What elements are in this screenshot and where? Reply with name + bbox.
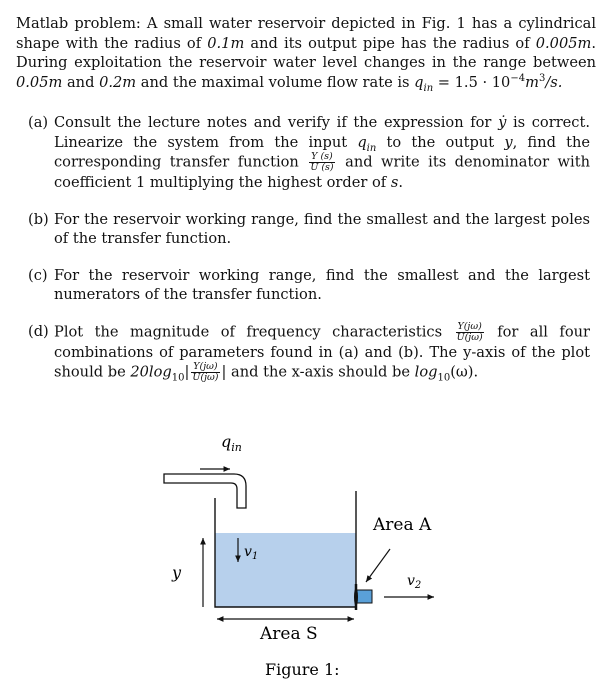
task-a-body (54, 113, 590, 193)
tf-denominator: U (s) (310, 162, 334, 173)
log2-text: log (414, 363, 438, 381)
task-a (28, 113, 590, 193)
tank-radius: 0.1m (207, 34, 245, 52)
intro-text-5: and the maximal volume flow rate is (136, 73, 415, 91)
task-d-text-3: and the x-axis should be (226, 363, 415, 381)
log-base: 10 (171, 372, 185, 384)
log2-arg: (ω) (450, 363, 474, 381)
task-d (28, 322, 590, 384)
task-b-body: For the reservoir working range, find the smallest and the largest poles of the transfer function. (54, 210, 590, 247)
task-b (28, 210, 590, 249)
reservoir-figure (0, 410, 614, 684)
level-min: 0.05m (16, 73, 63, 91)
area-a-label: Area A (373, 515, 432, 535)
flow-exponent: −4 (510, 72, 526, 84)
area-a-pointer (366, 549, 390, 582)
task-c (28, 266, 590, 305)
task-list (28, 113, 590, 400)
tf-numerator: Y (s) (311, 151, 333, 162)
intro-text-3: . During exploitation the reservoir water level changes in the range between (16, 34, 596, 71)
task-d-text-1: Plot the magnitude of frequency characteristics (54, 323, 454, 340)
qin-figure-label: $q_{in}$ (221, 432, 242, 454)
freq2-numerator: Y(jω) (193, 361, 218, 372)
ydot-symbol: ẏ (498, 114, 507, 131)
area-s-label: Area S (260, 624, 318, 644)
task-a-text-1: Consult the lecture notes and verify if the expression for (54, 114, 499, 131)
freq-denominator: U(jω) (456, 331, 483, 343)
task-a-text-3: to the output (376, 133, 505, 151)
task-d-text-4: . (473, 363, 479, 381)
task-d-label: (d) (28, 322, 49, 340)
freq-fraction (456, 322, 484, 343)
flow-value: = 1.5 · 10 (433, 73, 511, 91)
freq-numerator: Y(jω) (457, 320, 482, 332)
abs-bar-left: | (184, 363, 190, 381)
abs-bar-right: | (221, 363, 227, 381)
qin-sub: in (366, 142, 377, 154)
task-b-label: (b) (28, 210, 49, 228)
y-symbol: y (504, 133, 513, 151)
s-symbol: s (390, 174, 399, 191)
pipe-radius: 0.005m (535, 34, 592, 52)
log-prefix: 20log (130, 363, 172, 381)
level-max: 0.2m (99, 73, 137, 91)
v1-label: $v_1$ (244, 544, 259, 562)
problem-intro (16, 14, 596, 92)
intro-text-2: and its output pipe has the radius of (244, 34, 536, 52)
task-d-body (54, 322, 590, 384)
flow-unit-tail: /s. (545, 73, 563, 91)
log2-base: 10 (437, 372, 451, 384)
transfer-function-fraction (309, 152, 334, 173)
y-figure-label: y (172, 563, 182, 582)
task-a-label: (a) (28, 114, 49, 131)
freq-fraction-2 (191, 362, 219, 383)
intro-text-4: and (62, 73, 100, 91)
flow-unit-exponent: 3 (538, 72, 546, 84)
task-c-label: (c) (28, 266, 48, 284)
v2-label: $v_2$ (407, 573, 422, 591)
task-c-body: For the reservoir working range, find the smallest and the largest numerators of the transfer function. (54, 266, 590, 303)
flow-symbol-sub: in (423, 82, 434, 94)
task-a-text-5: and write its denominator with coefficient 1 multiplying the highest order of (54, 153, 590, 191)
task-a-text-2: is correct. Linearize the system from the input (54, 114, 590, 151)
freq2-denominator: U(jω) (192, 372, 219, 383)
outlet-pipe (356, 590, 372, 603)
task-d-text-2: for all four combinations of parameters found in (a) and (b). The y-axis of the plot should be (54, 323, 590, 381)
task-a-text-4: , find the corresponding transfer function (54, 133, 591, 171)
water-body (215, 533, 356, 607)
inlet-pipe (164, 474, 246, 508)
figure-caption: Figure 1: (265, 660, 340, 679)
qin-symbol: q (357, 133, 367, 151)
task-a-text-6: . (398, 174, 403, 191)
flow-symbol: q (414, 73, 424, 91)
intro-text-1: Matlab problem: A small water reservoir depicted in Fig. 1 has a cylindrical shape with the radius of (16, 15, 596, 52)
flow-unit: m (525, 73, 539, 91)
